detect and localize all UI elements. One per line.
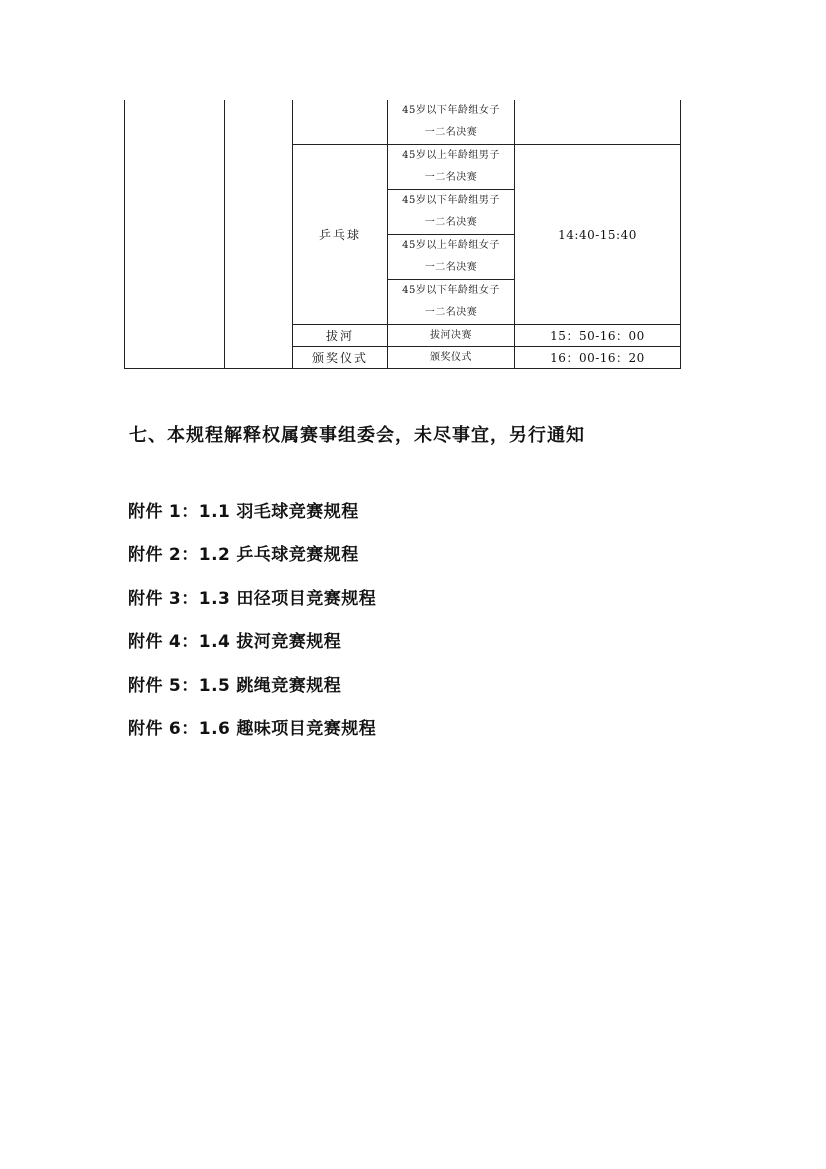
time-cell-table-tennis: 14:40-15:40 <box>515 145 681 325</box>
sport-cell-award-ceremony: 颁奖仪式 <box>293 347 388 369</box>
attachment-number: 6 <box>168 718 182 739</box>
attachment-code: 1.6 <box>198 718 231 739</box>
attachment-title: 乒乓球竞赛规程 <box>236 545 359 566</box>
attachment-label: 附件 <box>128 502 163 522</box>
attachment-list <box>128 500 376 760</box>
competition-schedule-table <box>124 100 681 369</box>
colon: ： <box>181 632 199 653</box>
attachment-number: 3 <box>168 588 182 609</box>
table-row <box>125 100 681 145</box>
attachment-number: 5 <box>168 675 182 696</box>
attachment-label: 附件 <box>128 588 163 609</box>
attachment-item[interactable] <box>128 630 376 673</box>
sport-cell-tug-of-war: 拔河 <box>293 325 388 347</box>
attachment-title: 拔河竞赛规程 <box>236 632 342 653</box>
attachment-item[interactable] <box>128 500 376 543</box>
attachment-label: 附件 <box>128 632 163 653</box>
attachment-item[interactable] <box>128 587 376 630</box>
attachment-title: 跳绳竞赛规程 <box>236 675 342 696</box>
colon: ： <box>181 545 199 566</box>
attachment-label: 附件 <box>128 545 163 566</box>
attachment-title: 羽毛球竞赛规程 <box>236 502 359 522</box>
attachment-label: 附件 <box>128 718 163 739</box>
attachment-number: 2 <box>168 545 182 566</box>
date-cell <box>125 100 225 369</box>
attachment-code: 1.1 <box>198 502 231 522</box>
colon: ： <box>181 718 199 739</box>
event-cell: 45岁以上年龄组男子 一二名决赛 <box>388 145 515 190</box>
colon: ： <box>181 675 199 696</box>
colon: ： <box>181 588 199 609</box>
attachment-item[interactable] <box>128 543 376 586</box>
event-cell: 拔河决赛 <box>388 325 515 347</box>
section-heading: 七、本规程解释权属赛事组委会，未尽事宜，另行通知 <box>129 425 585 446</box>
attachment-number: 4 <box>168 632 182 653</box>
attachment-item[interactable] <box>128 674 376 717</box>
event-cell: 45岁以下年龄组男子 一二名决赛 <box>388 190 515 235</box>
event-cell: 颁奖仪式 <box>388 347 515 369</box>
sport-cell <box>293 100 388 145</box>
attachment-code: 1.5 <box>198 675 231 696</box>
time-cell <box>515 100 681 145</box>
attachment-title: 田径项目竞赛规程 <box>236 588 377 609</box>
attachment-label: 附件 <box>128 675 163 696</box>
attachment-code: 1.3 <box>198 588 231 609</box>
sport-cell-table-tennis: 乒乓球 <box>293 145 388 325</box>
event-cell: 45岁以上年龄组女子 一二名决赛 <box>388 235 515 280</box>
time-cell-tug-of-war: 15：50-16：00 <box>515 325 681 347</box>
event-cell: 45岁以下年龄组女子 一二名决赛 <box>388 280 515 325</box>
attachment-code: 1.4 <box>198 632 231 653</box>
attachment-number: 1 <box>168 502 182 522</box>
time-cell-award-ceremony: 16：00-16：20 <box>515 347 681 369</box>
attachment-title: 趣味项目竞赛规程 <box>236 718 377 739</box>
event-cell: 45岁以下年龄组女子 一二名决赛 <box>388 100 515 145</box>
colon: ： <box>181 502 199 522</box>
period-cell <box>225 100 293 369</box>
attachment-item[interactable] <box>128 717 376 760</box>
attachment-code: 1.2 <box>198 545 231 566</box>
